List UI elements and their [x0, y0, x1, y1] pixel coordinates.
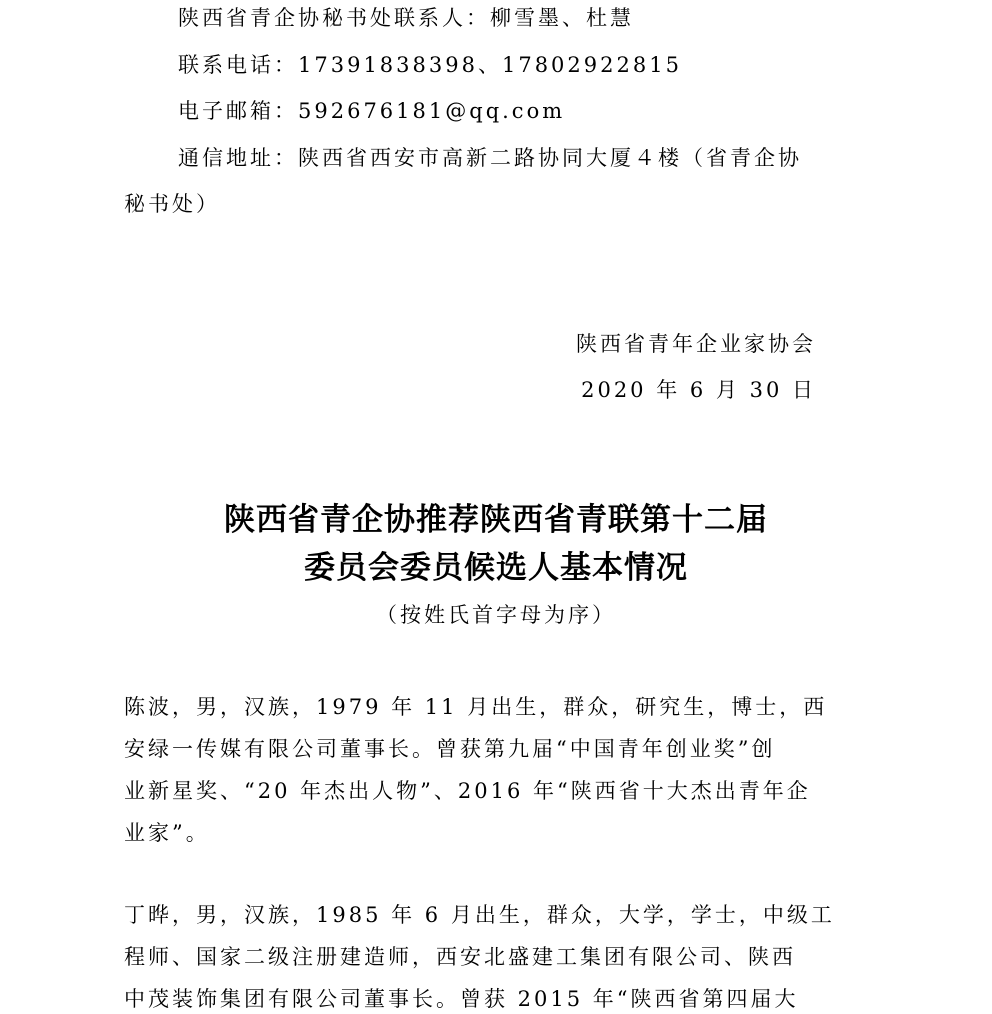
candidate-line: 业家”。: [124, 821, 210, 845]
signature-org: 陕西省青年企业家协会: [576, 332, 816, 356]
candidate-line: 陈波，男，汉族，1979 年 11 月出生，群众，研究生，博士，西: [124, 695, 828, 719]
contact-phone: 联系电话：17391838398、17802922815: [178, 53, 682, 77]
page-title-line-2: 委员会委员候选人基本情况: [304, 550, 688, 586]
candidate-line: 丁晔，男，汉族，1985 年 6 月出生，群众，大学，学士，中级工: [124, 903, 835, 927]
candidate-line: 程师、国家二级注册建造师，西安北盛建工集团有限公司、陕西: [124, 945, 796, 969]
contact-people: 陕西省青企协秘书处联系人：柳雪墨、杜慧: [178, 6, 634, 30]
contact-address-cont: 秘书处）: [124, 192, 220, 216]
page-subtitle: （按姓氏首字母为序）: [376, 603, 616, 627]
contact-address: 通信地址：陕西省西安市高新二路协同大厦４楼（省青企协: [178, 146, 802, 170]
signature-date: 2020 年 6 月 30 日: [581, 378, 816, 402]
page-title-line-1: 陕西省青企协推荐陕西省青联第十二届: [224, 502, 768, 538]
candidate-line: 安绿一传媒有限公司董事长。曾获第九届“中国青年创业奖”创: [124, 737, 776, 761]
candidate-line: 中茂装饰集团有限公司董事长。曾获 2015 年“陕西省第四届大: [124, 987, 799, 1011]
candidate-line: 业新星奖、“20 年杰出人物”、2016 年“陕西省十大杰出青年企: [124, 779, 811, 803]
contact-email: 电子邮箱：592676181@qq.com: [178, 99, 566, 123]
